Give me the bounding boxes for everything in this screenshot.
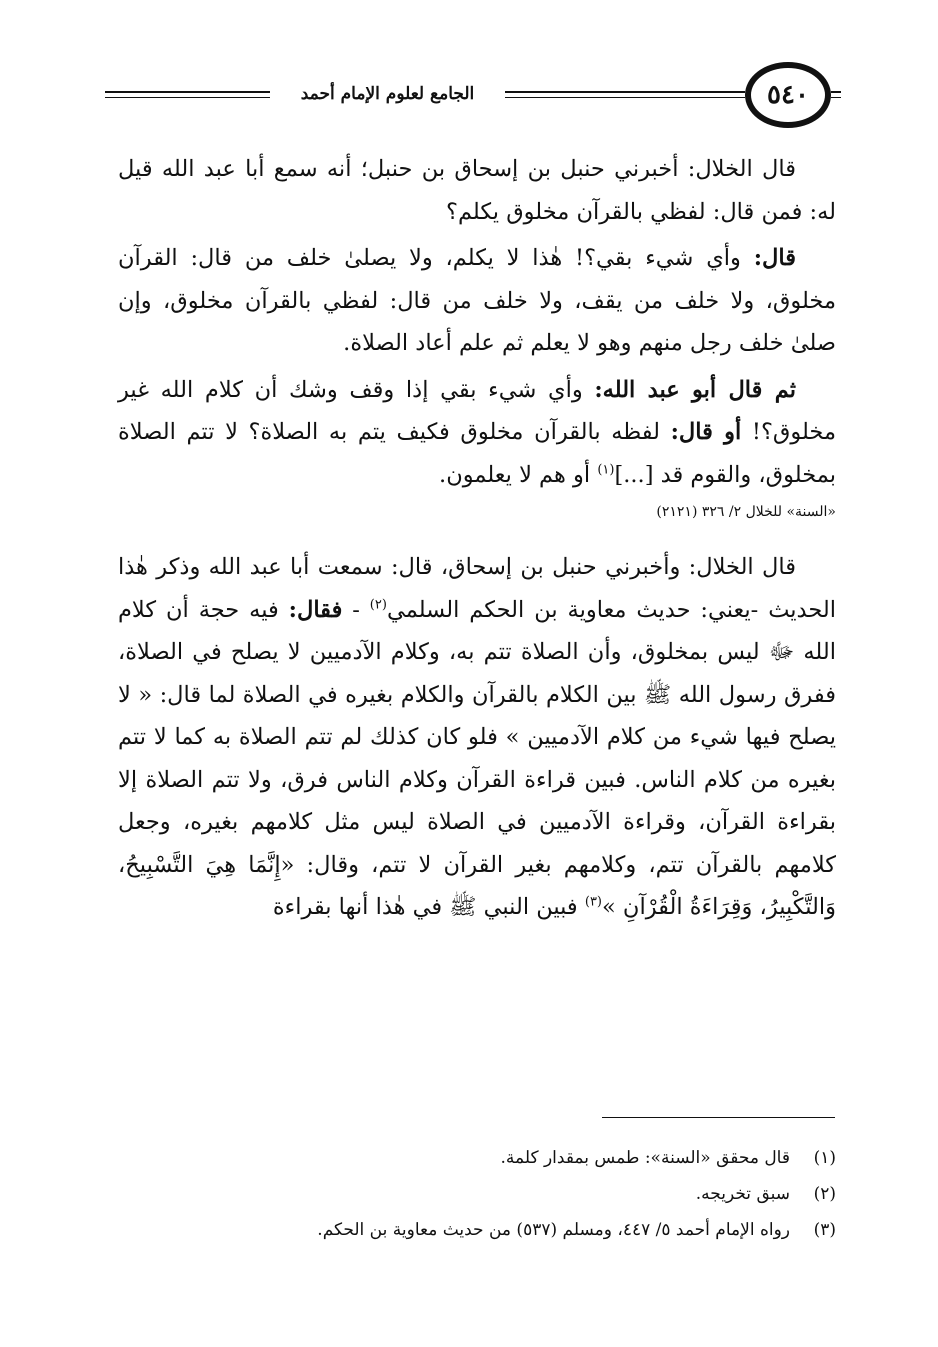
footnote-number: (٣) [813, 1220, 836, 1240]
footnote-ref-3: (٣) [584, 894, 602, 910]
footnotes [150, 1140, 836, 1248]
page-number-badge [745, 62, 831, 128]
paragraph-2-text: وأي شيء بقي؟! هٰذا لا يكلم، ولا يصلىٰ خلف من قال: القرآن مخلوق، ولا خلف من يقف، ولا خلف من قال: لفظي بالقرآن مخلوق، وإن صلىٰ خلف رجل منهم وهو لا يعلم ثم علم أعاد الصلاة. [118, 245, 836, 356]
header-rule-left-thin [105, 97, 270, 98]
paragraph-3 [118, 369, 836, 497]
page-number: ٥٤٠ [767, 80, 809, 110]
source-citation: «السنة» للخلال ٢/ ٣٢٦ (٢١٢١) [656, 504, 836, 520]
header-rule-right-thin [831, 97, 841, 98]
paragraph-4 [118, 546, 836, 929]
header-rule-right [831, 91, 841, 93]
footnote-ref-1: (١) [597, 462, 615, 477]
paragraph-3-text-a: وأي شيء بقي إذا وقف وشك أن كلام الله غير مخلوق؟! [118, 376, 836, 445]
footnote-item [150, 1176, 836, 1212]
footnote-ref-2: (٢) [369, 597, 387, 612]
footnote-text: سبق تخريجه. [695, 1184, 790, 1204]
footnote-text: رواه الإمام أحمد ٥/ ٤٤٧، ومسلم (٥٣٧) من حديث معاوية بن الحكم. [317, 1220, 790, 1240]
paragraph-4-lead: فقال: [288, 596, 343, 623]
footnote-number: (١) [813, 1148, 836, 1168]
paragraph-4-text-c: فبين النبي ﷺ في هٰذا أنها بقراءة [272, 894, 585, 920]
paragraph-3-lead-2: أو قال: [670, 419, 742, 445]
footnote-item [150, 1140, 836, 1176]
paragraph-1-text: قال الخلال: أخبرني حنبل بن إسحاق بن حنبل؛ أنه سمع أبا عبد الله قيل له: فمن قال: لفظي بالقرآن مخلوق يكلم؟ [118, 156, 836, 225]
footnote-separator [602, 1117, 835, 1118]
paragraph-2-lead: قال: [753, 245, 796, 271]
page-header [105, 62, 840, 132]
main-text [118, 148, 836, 933]
header-rule-left [105, 91, 270, 93]
paragraph-4-text-a: قال الخلال: وأخبرني حنبل بن إسحاق، قال: سمعت أبا عبد الله وذكر هٰذا الحديث -يعني: حديث معاوية بن الحكم السلمي [118, 554, 836, 623]
paragraph-1 [118, 148, 836, 233]
footnote-text: قال محقق «السنة»: طمس بمقدار كلمة. [500, 1148, 790, 1168]
paragraph-3-text-c: أو هم لا يعلمون. [439, 461, 598, 488]
paragraph-4-text-b: فيه حجة أن كلام الله ﷻ ليس بمخلوق، وأن الصلاة تتم به، وكلام الآدميين لا يصلح في الصلاة، ففرق رسول الله ﷺ بين الكلام بالقرآن والكلام بغيره في الصلاة لما قال: « لا يصلح فيها شيء من كلام الآدميين » فلو كان كذلك لم تتم الصلاة به كما لا تتم بغيره من كلام الناس. فبين قراءة القرآن وكلام الناس فرق، ولا تتم الصلاة إلا بقراءة القرآن، وقراءة الآدميين في الصلاة ليس مثل كلامهم بغيره، وجعل كلامهم بالقرآن تتم، وكلامهم بغير القرآن لا تتم، وقال: «إِنَّمَا هِيَ التَّسْبِيحُ، وَالتَّكْبِيرُ، وَقِرَاءَةُ الْقُرْآنِ » [118, 596, 836, 920]
paragraph-4-dash: - [342, 596, 370, 623]
footnote-item [150, 1212, 836, 1248]
header-rule-middle-thin [505, 97, 745, 98]
paragraph-2 [118, 237, 836, 365]
paragraph-3-text-b: لفظه بالقرآن مخلوق فكيف يتم به الصلاة؟ لا تتم الصلاة بمخلوق، والقوم قد [...] [118, 419, 836, 488]
running-title: الجامع لعلوم الإمام أحمد [300, 84, 475, 104]
header-rule-middle [505, 91, 745, 93]
footnote-number: (٢) [813, 1184, 836, 1204]
paragraph-3-lead: ثم قال أبو عبد الله: [594, 376, 796, 403]
